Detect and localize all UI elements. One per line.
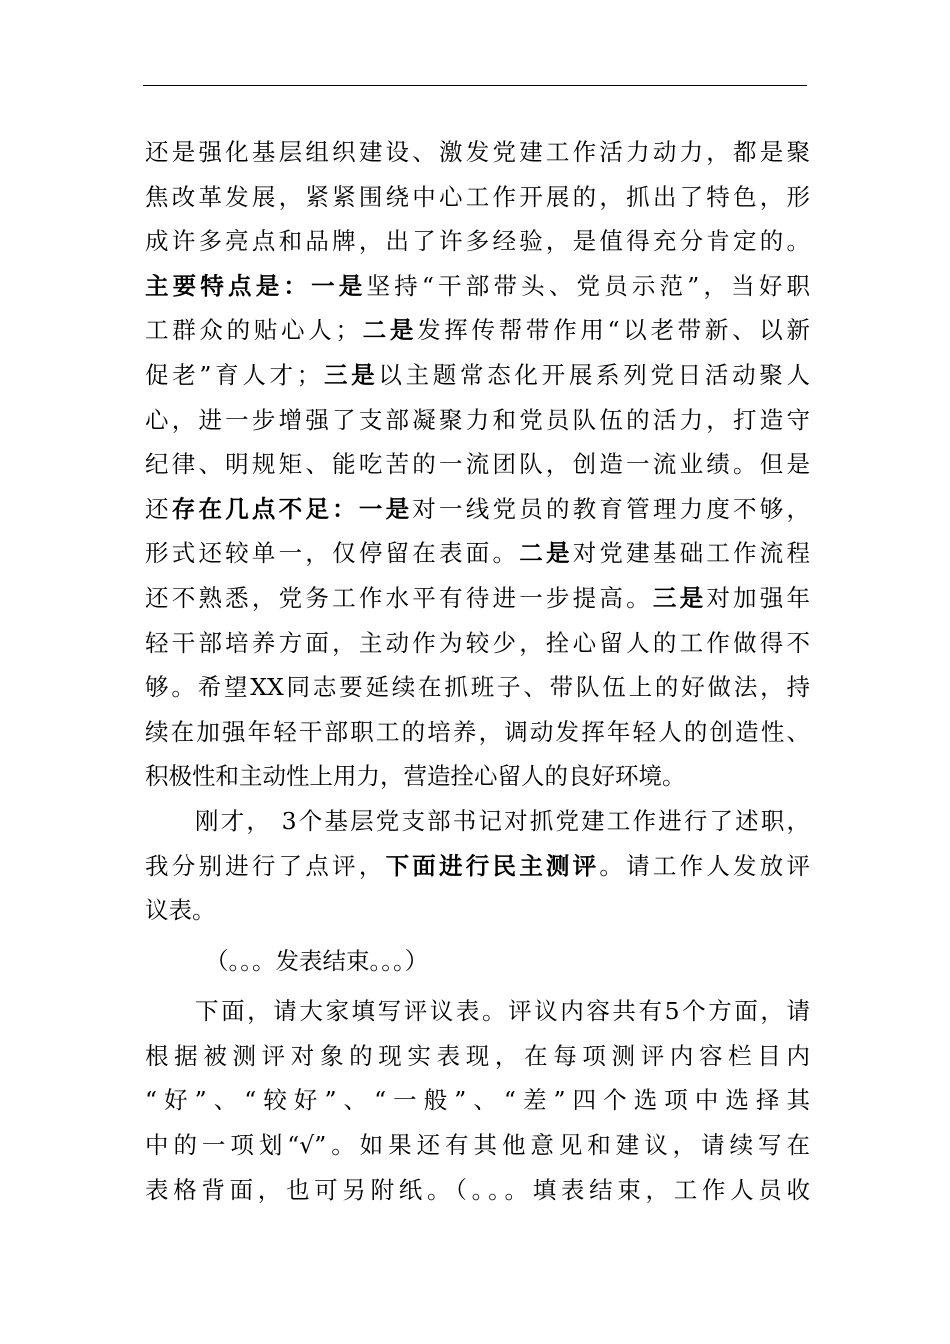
text-run: 坚持“干部带头、党员示范”，当好职: [366, 271, 810, 300]
header-rule: [143, 85, 807, 86]
text-line: [145, 175, 810, 220]
text-line: [145, 665, 810, 710]
text-line: [145, 754, 810, 799]
bold-text-run: 三是: [320, 360, 379, 389]
text-line: [145, 264, 810, 309]
text-run: 焦改革发展，紧紧围绕中心工作开展的，抓出了特色，形: [145, 182, 810, 211]
text-line: [145, 1078, 810, 1123]
text-run: 下面，请大家填写评议表。评议内容共有5个方面，请: [195, 997, 810, 1026]
document-body: [145, 130, 810, 1212]
text-run: 还是强化基层组织建设、激发党建工作活力动力，都是聚: [145, 138, 810, 166]
text-run: “好”、“较好”、“一般”、“差”四个选项中选择其: [145, 1086, 810, 1115]
text-run: 形式还较单一，仅停留在表面。: [145, 539, 520, 568]
text-line: [145, 442, 810, 487]
text-line: [145, 130, 810, 175]
text-run: 议表。: [145, 896, 216, 925]
text-run: 续在加强年轻干部职工的培养，调动发挥年轻人的创造性、: [145, 717, 810, 746]
text-run: 成许多亮点和品牌，出了许多经验，是值得充分肯定的。: [145, 227, 810, 256]
text-run: 还: [145, 494, 172, 523]
text-line: [145, 989, 810, 1034]
text-run: 以主题常态化开展系列党日活动聚人: [378, 360, 810, 389]
text-run: 发挥传帮带作用“以老带新、以新: [417, 316, 810, 345]
bold-text-run: 二是: [519, 539, 573, 568]
bold-text-run: 主要特点是：一是: [145, 271, 367, 300]
text-line: [145, 219, 810, 264]
text-line: [145, 1123, 810, 1168]
text-line: [145, 531, 810, 576]
text-run: 根据被测评对象的现实表现，在每项测评内容栏目内: [145, 1041, 810, 1070]
text-line: [145, 398, 810, 443]
text-run: 中的一项划“√”。如果还有其他意见和建议，请续写在: [145, 1131, 810, 1160]
text-run: 纪律、明规矩、能吃苦的一流团队，创造一流业绩。但是: [145, 450, 810, 479]
text-run: 对党建基础工作流程: [572, 539, 810, 568]
bold-text-run: 三是: [652, 583, 707, 612]
text-run: 。请工作人发放评: [599, 851, 810, 880]
text-run: 对一线党员的教育管理力度不够，: [412, 494, 810, 523]
text-run: 促老”育人才；: [145, 360, 321, 389]
text-run: 刚才， 3个基层党支部书记对抓党建工作进行了述职，: [195, 806, 810, 835]
text-run: 心，进一步增强了支部凝聚力和党员队伍的活力，打造守: [145, 405, 810, 434]
bold-text-run: 二是: [358, 316, 418, 345]
text-line: [145, 487, 810, 532]
text-line: [145, 308, 810, 353]
text-run: 还不熟悉，党务工作水平有待进一步提高。: [145, 583, 653, 612]
text-line: [145, 1168, 810, 1213]
text-line: [145, 888, 810, 933]
text-run: 积极性和主动性上用力，营造拴心留人的良好环境。: [145, 762, 686, 791]
bold-text-run: 存在几点不足：一是: [171, 494, 413, 523]
text-run: 工群众的贴心人；: [145, 316, 359, 345]
text-line: [145, 353, 810, 398]
text-line: [145, 939, 810, 984]
text-run: 够。希望XX同志要延续在抓班子、带队伍上的好做法，持: [145, 673, 810, 702]
text-line: [145, 1034, 810, 1079]
text-line: [145, 576, 810, 621]
text-run: 我分别进行了点评，: [145, 851, 386, 880]
text-line: [145, 621, 810, 666]
bold-text-run: 下面进行民主测评: [385, 851, 600, 880]
text-line: [145, 799, 810, 844]
text-run: 轻干部培养方面，主动作为较少，拴心留人的工作做得不: [145, 628, 810, 657]
text-run: 表格背面，也可另附纸。（。。。填表结束，工作人员收: [145, 1175, 810, 1204]
text-run: （。。。发表结束。。。）: [205, 946, 429, 975]
text-line: [145, 710, 810, 755]
text-line: [145, 844, 810, 889]
text-run: 对加强年: [706, 583, 810, 612]
